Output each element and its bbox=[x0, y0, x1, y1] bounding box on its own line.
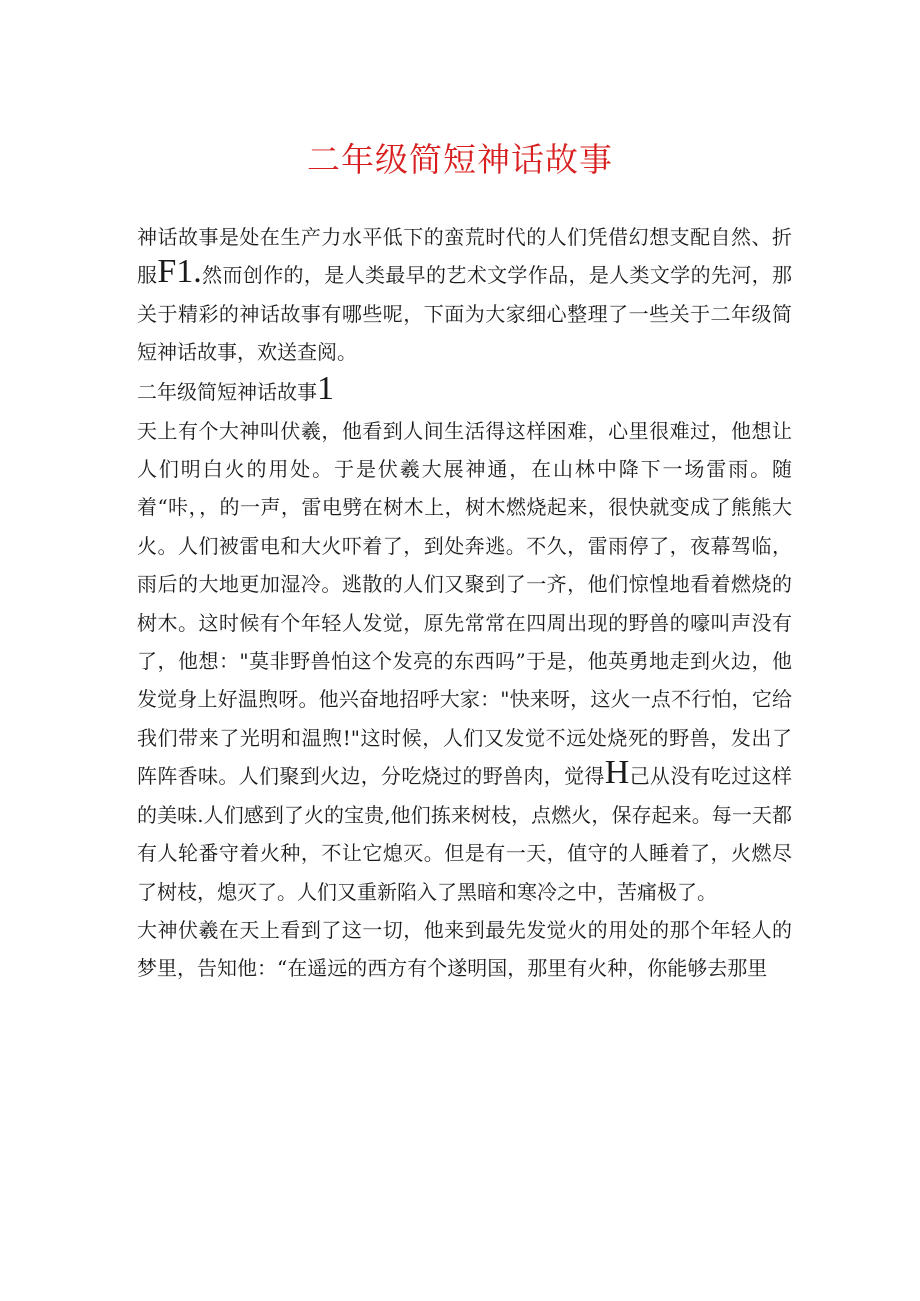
section-heading bbox=[137, 369, 792, 412]
intro-text-b: 然而创作的，是人类最早的艺术文学作品，是人类文学的先河，那关于精彩的神话故事有哪些呢，下面为大家细心整理了一些关于二年级简短神话故事，欢送查阅。 bbox=[137, 263, 793, 365]
story-ocr-artifact: H bbox=[604, 754, 630, 792]
story-paragraph-1 bbox=[137, 412, 792, 911]
document-body bbox=[137, 218, 792, 988]
intro-ocr-artifact: F1. bbox=[157, 253, 202, 291]
section-heading-text: 二年级简短神话故事 bbox=[137, 379, 317, 404]
story-paragraph-1-text-b: 己从没有吃过这样的美味.人们感到了火的宝贵,他们拣来树枝，点燃火，保存起来。每一天都有人轮番守着火种，不让它熄灭。但是有一天，值守的人睡着了，火燃尽了树枝，熄灭了。人们又重新陷入了黑暗和寒冷之中，苦痛极了。 bbox=[137, 764, 793, 904]
section-heading-number: 1 bbox=[317, 369, 334, 407]
document-title: 二年级简短神话故事 bbox=[307, 140, 613, 179]
story-paragraph-1-text-a: 天上有个大神叫伏羲，他看到人间生活得这样困难，心里很难过，他想让人们明白火的用处。于是伏羲大展神通，在山林中降下一场雷雨。随着“咔，，的一声，雷电劈在树木上，树木燃烧起来，很快就变成了熊熊大火。人们被雷电和大火吓着了，到处奔逃。不久，雷雨停了，夜幕驾临，雨后的大地更加湿冷。逃散的人们又聚到了一齐，他们惊惶地看着燃烧的树木。这时候有个年轻人发觉，原先常常在四周出现的野兽的嚎叫声没有了，他想："莫非野兽怕这个发亮的东西吗”于是，他英勇地走到火边，他发觉身上好温煦呀。他兴奋地招呼大家："快来呀，这火一点不行怕，它给我们带来了光明和温煦!"这时候，人们又发觉不远处烧死的野兽，发出了阵阵香味。人们聚到火边，分吃烧过的野兽肉，觉得 bbox=[137, 418, 792, 789]
intro-paragraph bbox=[137, 218, 792, 372]
intro-text-a: 神话故事是处在生产力水平低下的蛮荒时代的人们凭借幻想支配自然、折服 bbox=[137, 225, 792, 288]
story-paragraph-2: 大神伏羲在天上看到了这一切，他来到最先发觉火的用处的那个年轻人的梦里，告知他：“在遥远的西方有个遂明国，那里有火种，你能够去那里 bbox=[137, 917, 792, 981]
